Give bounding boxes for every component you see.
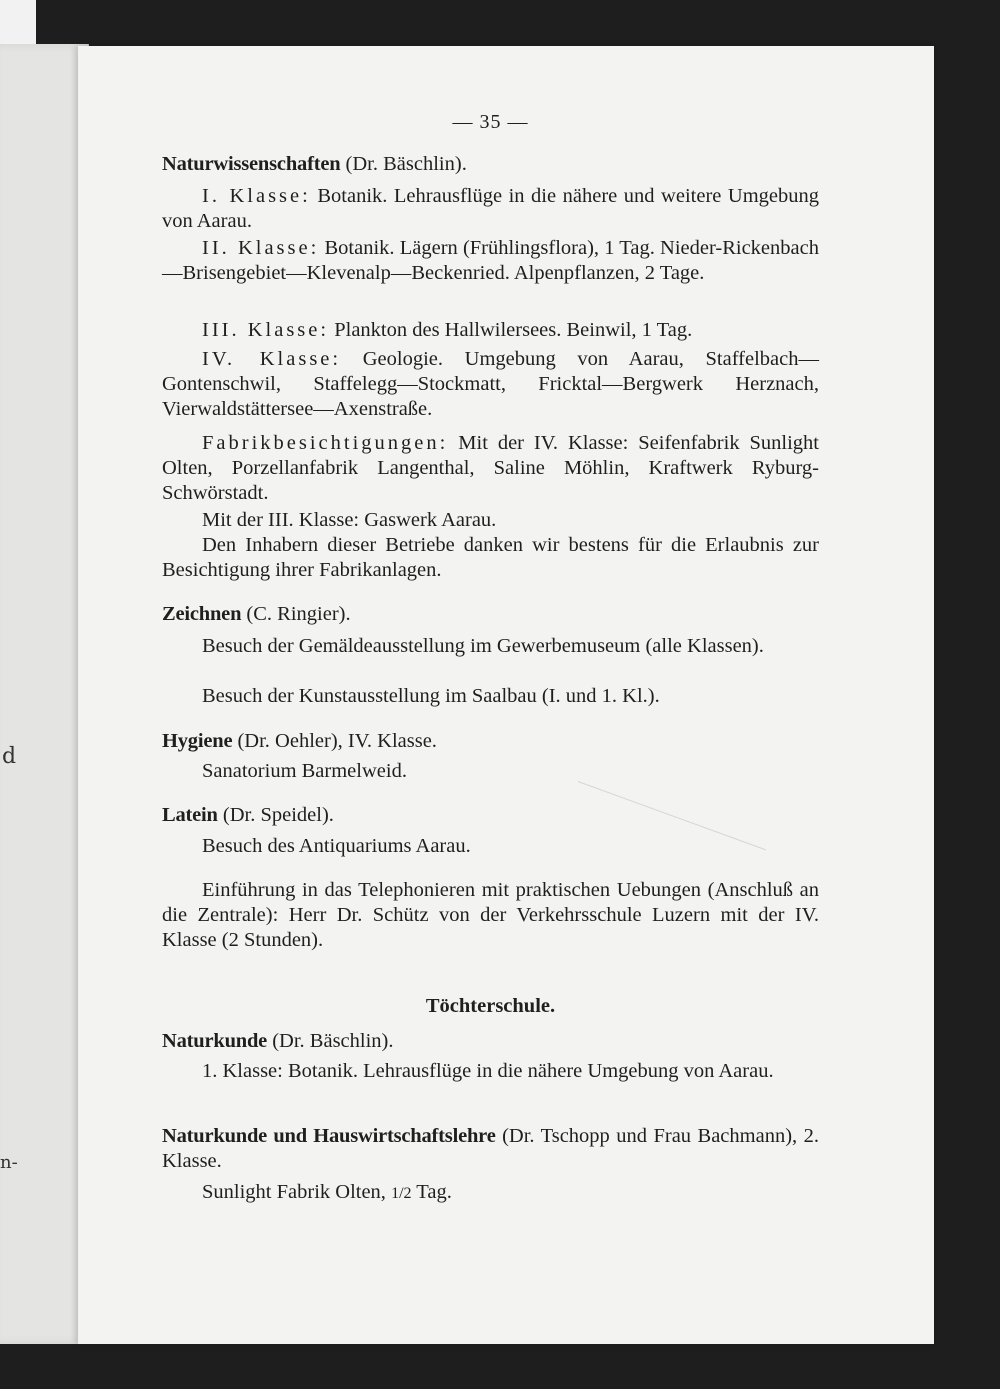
klasse-text: Plankton des Hallwilersees. Beinwil, 1 Tag. [329, 319, 693, 341]
paragraph-dank [162, 533, 819, 583]
naturkunde-line-1: 1. Klasse: Botanik. Lehrausflüge in die nähere Umgebung von Aarau. [202, 1060, 774, 1082]
section-heading: Naturwissenschaften [162, 153, 341, 175]
paragraph-klasse-4 [162, 347, 819, 422]
paragraph-zeichnen-2 [162, 684, 819, 709]
section-toechterschule-title [162, 994, 819, 1019]
zeichnen-line-2: Besuch der Kunstausstellung im Saalbau (I. und 1. Kl.). [202, 685, 660, 707]
section-heading: Latein [162, 804, 218, 826]
paragraph-fabrik-iii [162, 508, 819, 533]
section-teacher: (Dr. Speidel). [217, 804, 334, 826]
paragraph-telephon [162, 878, 819, 953]
paragraph-naturkunde-1 [162, 1059, 819, 1084]
section-teacher: (Dr. Oehler), IV. Klasse. [232, 730, 437, 752]
fabrik-text: Mit der IV. Klasse: Seifenfabrik Sunlight Olten, Porzellanfabrik Langenthal, Saline Möhlin, Kraftwerk Ryburg-Schwörstadt. [162, 432, 819, 504]
klasse-text: Botanik. Lägern (Frühlingsflora), 1 Tag. Nieder-Rickenbach—Brisengebiet—Klevenalp—Beckenried. Alpenpflanzen, 2 Tage. [162, 237, 819, 284]
fabrik-iii-text: Mit der III. Klasse: Gaswerk Aarau. [202, 509, 497, 531]
paragraph-klasse-3 [162, 318, 819, 343]
section-heading: Naturkunde und Hauswirtschaftslehre [162, 1125, 496, 1147]
page-number: — 35 — [452, 111, 529, 133]
book-page [78, 46, 934, 1344]
haus-line-text: Sunlight Fabrik Olten, [202, 1181, 392, 1203]
section-heading: Naturkunde [162, 1030, 268, 1052]
section-latein [162, 803, 819, 828]
left-neighbour-page [0, 44, 89, 1344]
klasse-label: IV. Klasse: [202, 348, 342, 370]
section-teacher: (Dr. Tschopp und Frau Bachmann), 2. Klasse. [162, 1125, 819, 1172]
fabrik-label: Fabrikbesichtigungen: [202, 432, 449, 454]
section-teacher: (Dr. Bäschlin). [340, 153, 467, 175]
haus-line-fraction: 1/2 [391, 1185, 412, 1202]
zeichnen-line-1: Besuch der Gemäldeausstellung im Gewerbemuseum (alle Klassen). [202, 635, 764, 657]
klasse-label: I. Klasse: [202, 185, 311, 207]
section-zeichnen [162, 602, 819, 627]
paragraph-zeichnen-1 [162, 634, 819, 659]
telephon-text: Einführung in das Telephonieren mit praktischen Uebungen (Anschluß an die Zentrale): Herr Dr. Schütz von der Verkehrsschule Luzern mit der IV. Klasse (2 Stunden). [162, 879, 819, 951]
section-naturwissenschaften [162, 152, 819, 177]
left-page-fragment-n: n- [0, 1152, 18, 1173]
section-teacher: (Dr. Bäschlin). [267, 1030, 394, 1052]
paragraph-klasse-1 [162, 184, 819, 234]
klasse-text: Geologie. Umgebung von Aarau, Staffelbach—Gontenschwil, Staffelegg—Stockmatt, Fricktal—Bergwerk Herznach, Vierwaldstättersee—Axenstraße. [162, 348, 819, 420]
left-page-fragment-d: d [2, 744, 17, 769]
klasse-label: III. Klasse: [202, 319, 330, 341]
paragraph-hauswirtschaft-1 [162, 1180, 819, 1206]
section-hauswirtschaft [162, 1124, 819, 1174]
section-teacher: (C. Ringier). [241, 603, 351, 625]
section-hygiene [162, 729, 819, 754]
toechterschule-title: Töchterschule. [425, 995, 556, 1017]
scan-margin-corner [0, 0, 36, 44]
haus-line-end: Tag. [411, 1181, 452, 1203]
paragraph-klasse-2 [162, 236, 819, 286]
klasse-label: II. Klasse: [202, 237, 320, 259]
klasse-text: Botanik. Lehrausflüge in die nähere und weitere Umgebung von Aarau. [162, 185, 819, 232]
section-naturkunde [162, 1029, 819, 1054]
section-heading: Hygiene [162, 730, 233, 752]
latein-line-1: Besuch des Antiquariums Aarau. [202, 835, 471, 857]
paragraph-fabrikbesichtigungen [162, 431, 819, 506]
section-heading: Zeichnen [162, 603, 242, 625]
paragraph-hygiene-1 [162, 759, 819, 784]
paragraph-latein-1 [162, 834, 819, 859]
hygiene-line-1: Sanatorium Barmelweid. [202, 760, 407, 782]
dank-text: Den Inhabern dieser Betriebe danken wir bestens für die Erlaubnis zur Besichtigung ihrer Fabrikanlagen. [162, 534, 819, 581]
